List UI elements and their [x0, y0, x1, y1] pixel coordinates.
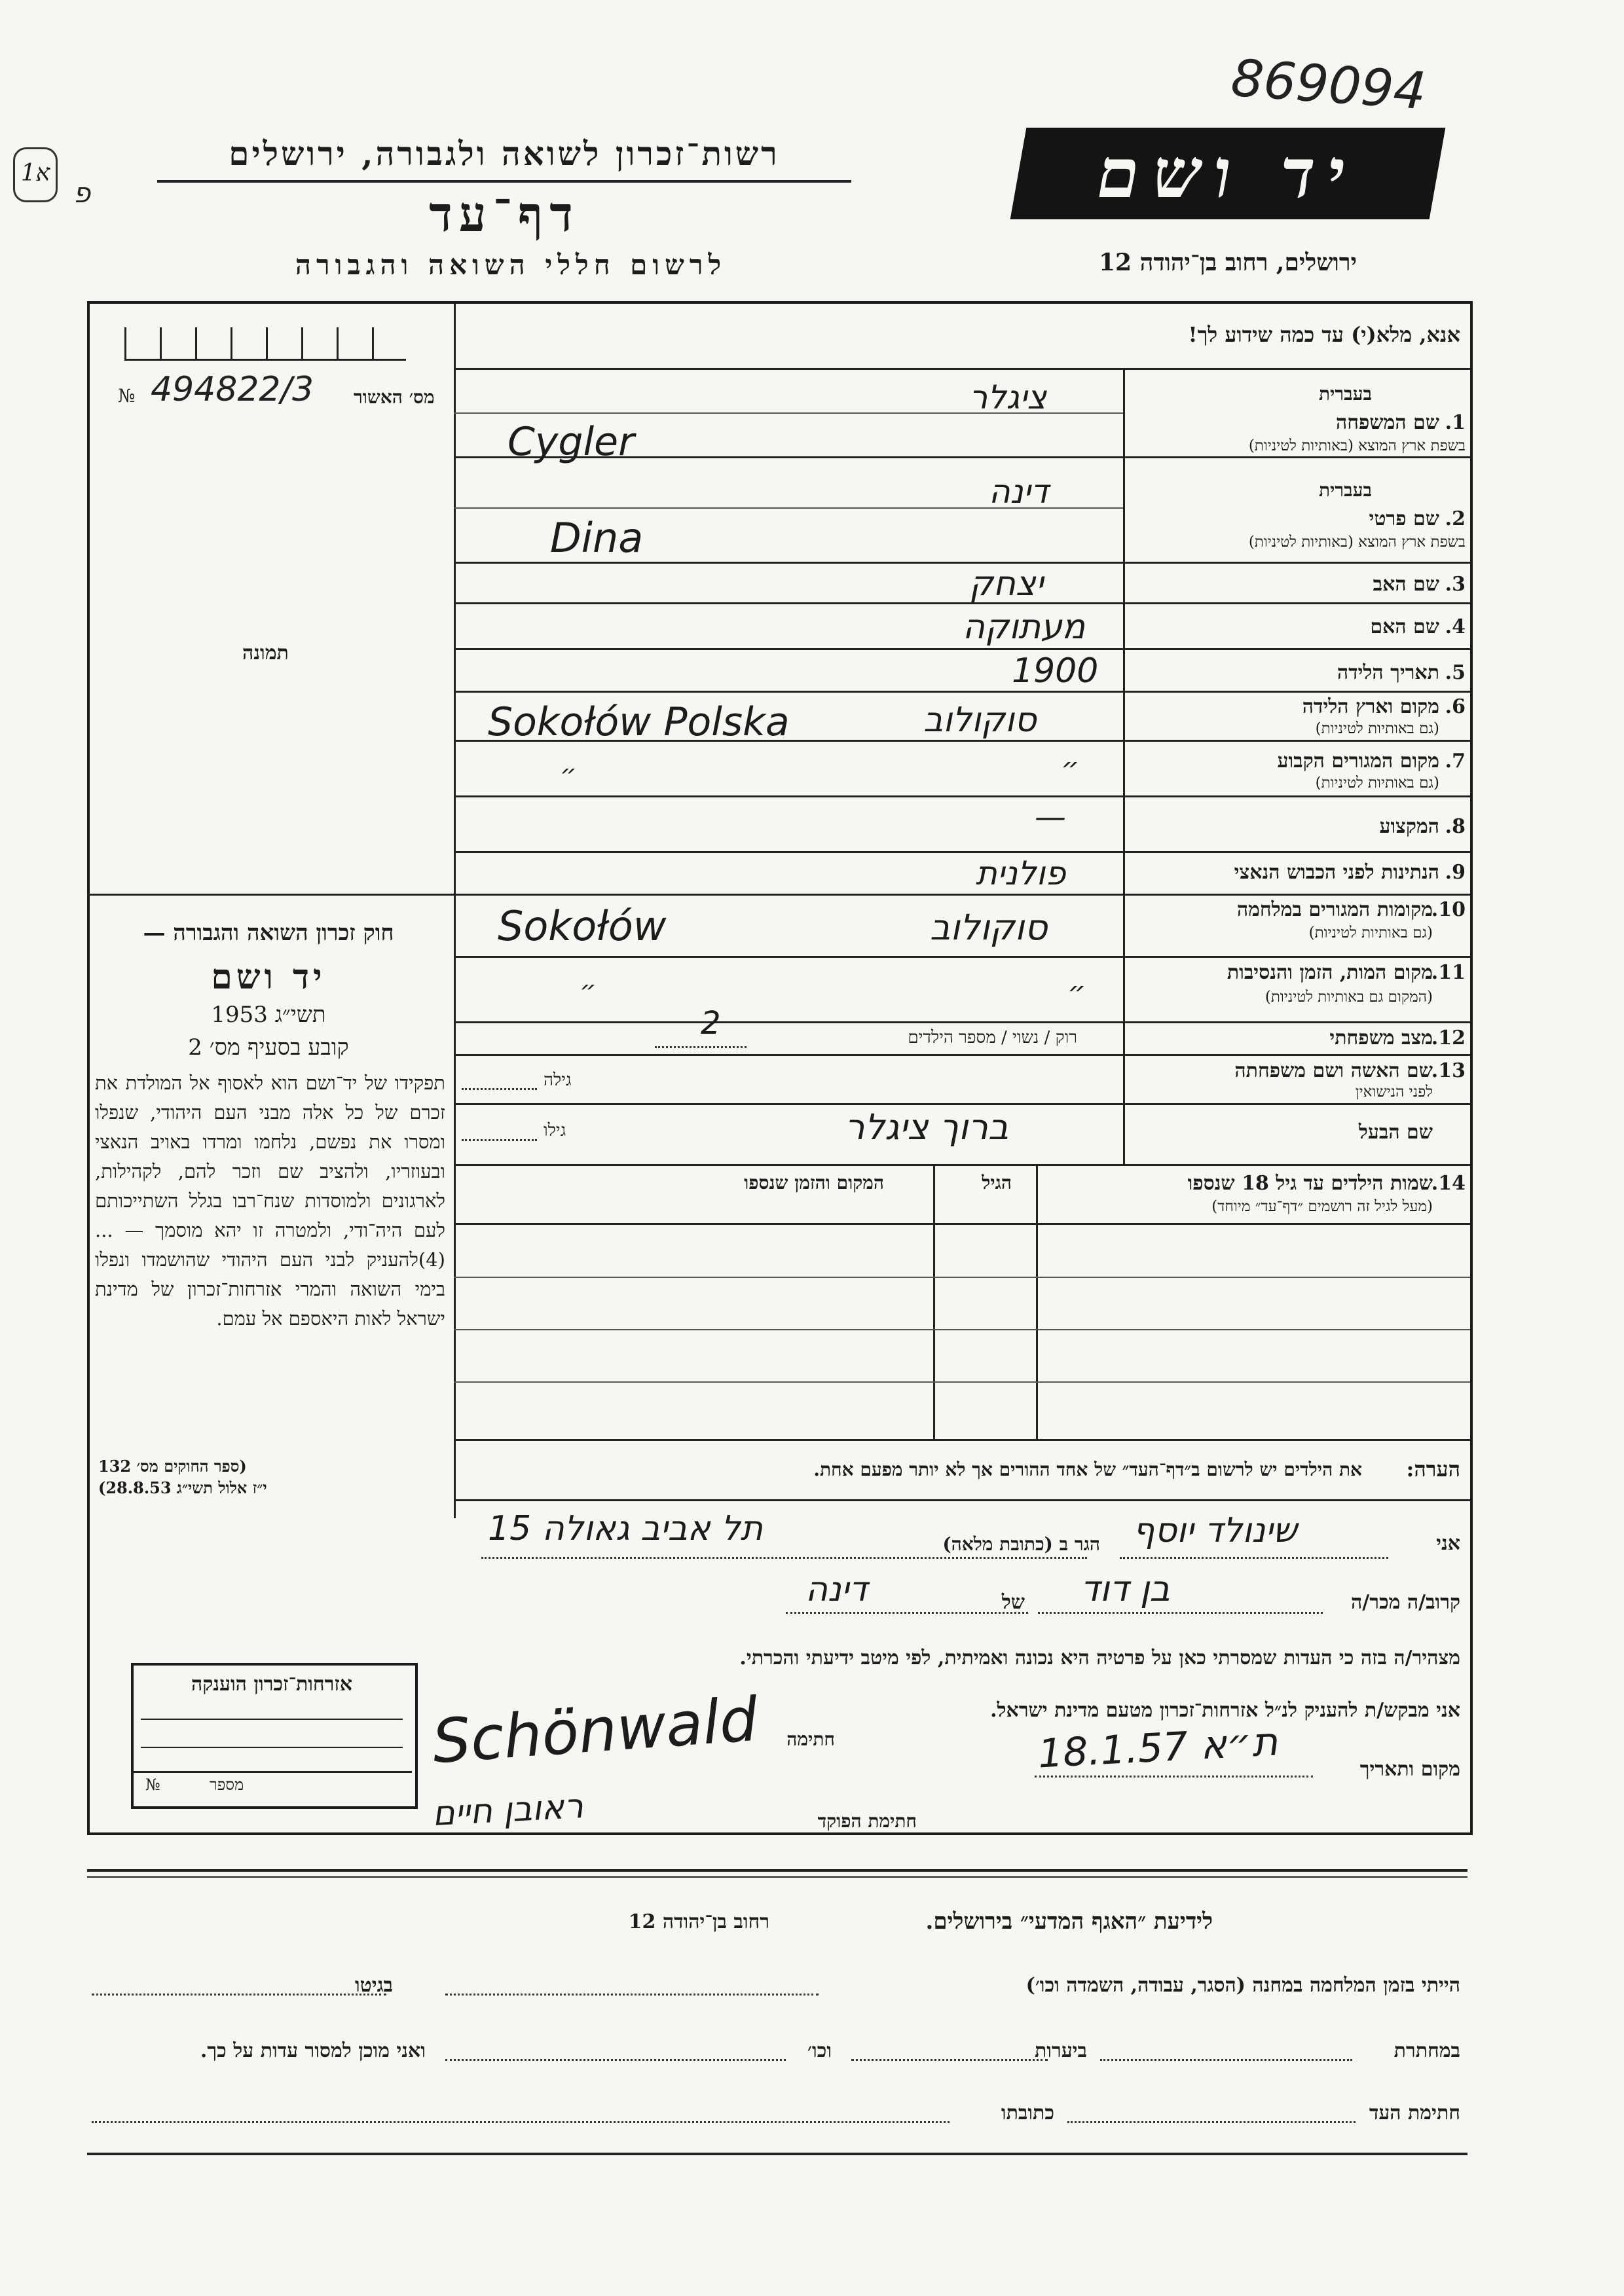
field-7-value-latin: ״: [560, 759, 577, 790]
footer-line2-end: ואני מוכן למסור עדות על כך.: [200, 2039, 426, 2062]
law-body: תפקידו של יד־ושם הוא לאסוף אל המולדת את זכרם של כל אלה מבני העם היהודי, שנפלו ומסרו את נפשם, נלחמו ומרדו באויב הנאצי ובעוזריו, ולהציב שם וזכר להם, לקהילות, לארגונים ולמוסדות שנח־רבו בגלל השתייכותם לעם היה־ודי, ולמטרה זו יהא מוסמך — ...(4)להעניק לבני העם היהודי שהושמדו ונפלו בימי השואה והמרי אזרחות־זכרון של מדינת ישראל לאות היאספם אל עמם.: [95, 1072, 445, 1330]
field-2-label: שם פרטי: [1369, 507, 1439, 530]
place-date-label: מקום ותאריך: [1359, 1758, 1460, 1781]
archive-number: 869094: [1229, 48, 1428, 122]
row-line: [454, 648, 1470, 650]
citizenship-number-label: מספר: [210, 1776, 244, 1794]
husband-label: שם הבעל: [1358, 1121, 1433, 1144]
footer-line3-start: חתימת העד: [1369, 2102, 1460, 2124]
footer-line2-mid1: ביערות: [1034, 2039, 1087, 2062]
request-text: אני מבקש/ת להעניק לנ״ל אזרחות־זכרון מטעם מדינת ישראל.: [990, 1699, 1460, 1722]
field-7-note: (גם באותיות לטיניות): [1315, 774, 1439, 792]
field-13-age-line: [462, 1088, 537, 1090]
field-6-note: (גם באותיות לטיניות): [1315, 720, 1439, 737]
row-line: [454, 691, 1470, 693]
declarant-relation: בן דוד: [1080, 1568, 1170, 1609]
field-2-num: 2.: [1445, 507, 1466, 530]
field-11-label: מקום המות, הזמן והנסיבות: [1227, 961, 1433, 984]
law-citation-2: י״ז אלול תשי״ג 28.8.53): [98, 1478, 267, 1497]
remark-text: את הילדים יש לרשום ב״דף־העד״ של אחד ההורים אך לא יותר מפעם אחת.: [813, 1459, 1362, 1480]
citizenship-box-title: אזרחות־זכרון הוענקה: [191, 1673, 353, 1696]
declarant-ani: אני: [1436, 1532, 1460, 1555]
place-date-line: [1035, 1776, 1313, 1777]
field-12-label: מצב משפחתי: [1329, 1027, 1433, 1049]
husband-value: ברוך ציגלר: [845, 1106, 1009, 1148]
left-column-divider: [454, 304, 456, 1518]
footer-line1-tail: [92, 1994, 386, 1995]
field-13-age-label: גילה: [544, 1070, 572, 1090]
field-12-options: רוק / נשוי / מספר הילדים: [908, 1028, 1077, 1048]
law-year: תשי״ג 1953: [211, 1002, 326, 1028]
field-8-value: —: [1035, 799, 1066, 835]
approval-prefix: №: [118, 385, 136, 407]
declarant-of: של: [1001, 1591, 1025, 1614]
field-12-children: 2: [701, 1005, 721, 1042]
field-11-value: ״: [1067, 975, 1086, 1009]
children-label: שמות הילדים עד גיל 18 שנספו: [1187, 1172, 1433, 1195]
field-4-value: מעתוקה: [963, 608, 1086, 647]
row-line: [454, 956, 1470, 958]
declarant-of-line: [786, 1612, 1028, 1614]
field-12-children-line: [655, 1046, 747, 1048]
field-10-note: (גם באותיות לטיניות): [1308, 924, 1433, 941]
citizenship-box-line: [141, 1719, 403, 1720]
header-underline: [157, 180, 851, 183]
children-col-divider: [1036, 1164, 1038, 1439]
footer-line2-blank2: [851, 2059, 1048, 2061]
children-note: (מעל לגיל זה רושמים ״דף־עד״ מיוחד): [1211, 1198, 1433, 1215]
declarant-name: שינולד יוסף: [1133, 1511, 1297, 1550]
field-8-num: 8.: [1445, 815, 1466, 838]
law-top-divider: [87, 894, 454, 896]
row-line: [454, 1021, 1470, 1023]
label-column-divider: [1123, 369, 1125, 1164]
children-bottom-line: [454, 1439, 1470, 1441]
approval-label: מס׳ האשור: [354, 386, 435, 408]
field-8-label: המקצוע: [1379, 815, 1439, 838]
officer-signature: ראובן חיים: [431, 1787, 585, 1834]
field-1-value-latin: Cygler: [507, 419, 635, 465]
field-7-value: ״: [1061, 752, 1080, 785]
field-6-value-hebrew: סוקולוב: [923, 701, 1037, 740]
remark-bottom-line: [454, 1499, 1470, 1501]
institution-name: רשות־זכרון לשואה ולגבורה, ירושלים: [229, 134, 780, 173]
field-5-label: תאריך הלידה: [1337, 661, 1439, 684]
field-11-num: 11.: [1431, 961, 1466, 984]
intro-instruction: אנא, מלא(י) עד כמה שידוע לך!: [1188, 322, 1460, 347]
footer-line2-blank3: [445, 2059, 786, 2061]
form-title: דף־עד: [429, 187, 580, 243]
footer-line2-start: במחתרת: [1393, 2039, 1460, 2062]
officer-label: חתימת הפוקד: [817, 1810, 917, 1832]
field-10-value-hebrew: סוקולוב: [930, 907, 1048, 948]
field-1-num: 1.: [1445, 411, 1466, 434]
corner-mark-box: 1א: [13, 147, 58, 202]
children-row-line: [454, 1381, 1470, 1383]
yad-vashem-logo: יד ושם: [1010, 128, 1446, 219]
field-3-num: 3.: [1445, 573, 1466, 596]
children-col-place: המקום והזמן שנספו: [744, 1172, 884, 1194]
approval-number: 494822/3: [151, 370, 314, 409]
field-10-value-latin: Sokołów: [498, 902, 667, 950]
signature: Schönwald: [430, 1684, 760, 1777]
field-9-num: 9.: [1445, 861, 1466, 884]
signature-label: חתימה: [786, 1728, 835, 1750]
row-line: [454, 851, 1470, 853]
declarant-address: תל אביב גאולה 15: [488, 1509, 763, 1548]
footer-line1-blank: [445, 1994, 819, 1995]
footer-line1-start: הייתי בזמן המלחמה במחנה (הסגר, עבודה, השמדה וכו׳): [1025, 1974, 1460, 1997]
field-6-label: מקום וארץ הלידה: [1302, 695, 1439, 718]
children-header-line: [454, 1223, 1470, 1225]
row-line: [454, 562, 1470, 564]
field-13-num: 13.: [1431, 1059, 1466, 1082]
field-7-num: 7.: [1445, 750, 1466, 773]
field-1-value-hebrew: ציגלר: [969, 378, 1047, 416]
citizenship-box-line: [134, 1771, 412, 1773]
field-13-label: שם האשה ושם משפחתה: [1234, 1059, 1433, 1082]
field-4-label: שם האם: [1370, 615, 1439, 638]
row-line: [454, 1054, 1470, 1056]
footer-divider: [87, 1869, 1467, 1872]
declarant-residing: הגר ב (כתובת מלאה): [942, 1533, 1100, 1555]
form-subtitle: לרשום חללי השואה והגבורה: [295, 249, 727, 281]
intro-divider: [454, 368, 1470, 370]
field-3-value: יצחק: [969, 564, 1044, 604]
citizenship-number-prefix: №: [145, 1776, 160, 1794]
row-line: [454, 1103, 1470, 1105]
field-5-num: 5.: [1445, 661, 1466, 684]
field-4-num: 4.: [1445, 615, 1466, 638]
field-10-num: 10.: [1431, 898, 1466, 921]
field-2-note: בשפת ארץ המוצא (באותיות לטיניות): [1248, 534, 1466, 551]
law-citation-1: (ספר החוקים מס׳ 132: [98, 1457, 247, 1476]
row-line: [454, 602, 1470, 604]
footer-address: רחוב בן־יהודה 12: [628, 1910, 769, 1933]
husband-age-label: גילו: [544, 1121, 566, 1140]
row-line: [454, 795, 1470, 797]
law-name: יד ושם: [211, 957, 326, 997]
law-title: חוק זכרון השואה והגבורה —: [143, 920, 394, 946]
field-11-value-latin: ״: [580, 975, 597, 1006]
field-6-value-latin: Sokołów Polska: [488, 699, 790, 745]
page-bottom-line: [87, 2153, 1467, 2155]
declarant-name-line: [1120, 1557, 1388, 1559]
declaration-text: מצהיר/ה בזה כי העדות שמסרתי כאן על פרטיה היא נכונה ואמיתית, לפי מיטב ידיעתי והכרתי.: [739, 1647, 1460, 1669]
field-12-num: 12.: [1431, 1027, 1466, 1049]
footer-line2-mid2: וכו׳: [807, 2039, 832, 2062]
field-1-note: בשפת ארץ המוצא (באותיות לטיניות): [1248, 437, 1466, 454]
field-5-value: 1900: [1012, 651, 1099, 691]
declarant-relation-label: קרוב/ה מכר/ה: [1351, 1591, 1460, 1614]
approval-ticks: [124, 327, 406, 361]
row-line: [454, 1164, 1470, 1166]
footer-heading: לידיעת ״האגף המדעי״ בירושלים.: [925, 1908, 1213, 1935]
field-3-label: שם האב: [1373, 573, 1439, 596]
remark-label: הערה:: [1406, 1457, 1460, 1482]
husband-age-line: [462, 1139, 537, 1141]
photo-label: תמונה: [242, 642, 289, 665]
field-1-script: בעברית: [1318, 383, 1372, 405]
footer-line3-blank1: [1067, 2121, 1356, 2123]
field-9-value: פולנית: [976, 854, 1066, 892]
field-2-value-hebrew: דינה: [989, 473, 1049, 511]
field-10-label: מקומות המגורים במלחמה: [1236, 898, 1433, 921]
law-section: קובע בסעיף מס׳ 2: [188, 1034, 349, 1061]
children-row-line: [454, 1277, 1470, 1278]
children-num: 14.: [1431, 1172, 1466, 1195]
declarant-address-line: [481, 1557, 1087, 1559]
field-1-label: שם המשפחה: [1335, 411, 1439, 434]
footer-line1-end: בגיטו: [354, 1974, 393, 1997]
children-col-age: הגיל: [982, 1172, 1012, 1194]
field-6-num: 6.: [1445, 695, 1466, 718]
footer-line3-end: כתובתו: [1001, 2102, 1054, 2124]
address: ירושלים, רחוב בן־יהודה 12: [1098, 249, 1357, 276]
children-col-divider: [933, 1164, 935, 1439]
place-date: ת״א 18.1.57: [1037, 1719, 1279, 1777]
field-13-note: לפני הנישואין: [1355, 1084, 1433, 1101]
field-7-label: מקום המגורים הקבוע: [1277, 750, 1439, 773]
field-2-value-latin: Dina: [550, 514, 644, 562]
corner-mark: פ: [73, 177, 91, 209]
footer-line2-blank1: [1100, 2059, 1352, 2061]
field-2-script: בעברית: [1318, 479, 1372, 501]
row-line: [454, 894, 1470, 896]
footer-divider-thin: [87, 1876, 1467, 1878]
declarant-of-name: דינה: [805, 1570, 868, 1609]
field-11-note: (המקום גם באותיות לטיניות): [1264, 989, 1433, 1006]
children-row-line: [454, 1329, 1470, 1330]
declarant-relation-line: [1038, 1612, 1323, 1614]
footer-line3-blank2: [92, 2121, 950, 2123]
citizenship-box-line: [141, 1747, 403, 1748]
field-9-label: הנתינות לפני הכבוש הנאצי: [1234, 861, 1439, 884]
